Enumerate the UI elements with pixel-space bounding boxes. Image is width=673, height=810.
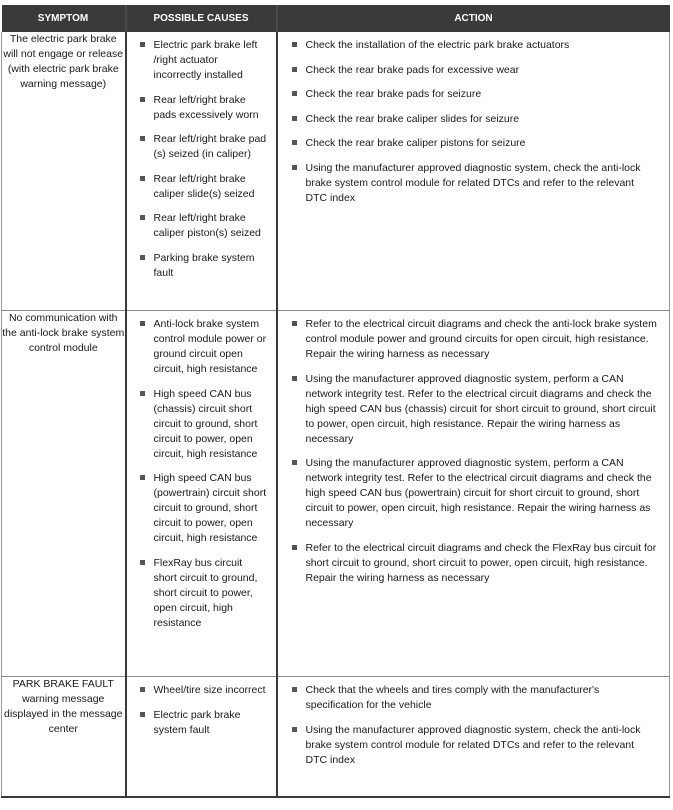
list-item xyxy=(135,708,268,738)
causes-list xyxy=(127,311,276,631)
list-item xyxy=(135,132,268,162)
action-text: Check the rear brake pads for excessive wear xyxy=(305,63,520,76)
list-item xyxy=(289,161,658,206)
table-row xyxy=(2,311,670,677)
list-item xyxy=(289,63,658,78)
bullet-square-icon xyxy=(292,460,297,465)
bullet-square-icon xyxy=(140,321,145,326)
list-item xyxy=(135,683,268,698)
action-cell xyxy=(277,311,670,677)
symptom-cell: The electric park brake will not engage or release (with electric park brake warning message) xyxy=(2,32,126,311)
cause-text: Electric park brake system fault xyxy=(153,708,241,736)
table-row xyxy=(2,32,670,311)
action-text: Check the rear brake caliper slides for seizure xyxy=(305,112,520,125)
cause-text: High speed CAN bus (powertrain) circuit short circuit to ground, short circuit to power, open circuit, high resistance xyxy=(153,472,267,544)
list-item xyxy=(135,251,268,281)
list-item xyxy=(135,556,268,631)
bullet-square-icon xyxy=(140,475,145,480)
action-text: Check the rear brake pads for seizure xyxy=(305,88,482,100)
cause-text: Anti-lock brake system control module power or ground circuit open circuit, high resistance xyxy=(153,318,267,375)
causes-cell xyxy=(126,311,277,677)
list-item xyxy=(289,317,658,362)
list-item xyxy=(135,387,268,462)
cause-text: Electric park brake left /right actuator incorrectly installed xyxy=(153,39,258,81)
cause-text: Parking brake system fault xyxy=(153,251,255,279)
bullet-square-icon xyxy=(140,687,145,692)
list-item xyxy=(289,541,658,586)
bullet-square-icon xyxy=(292,91,297,96)
action-text: Using the manufacturer approved diagnostic system, perform a CAN network integrity test. Refer to the electrical circuit diagrams and check the high speed CAN bus (powertrain) circuit for short circuit to ground, short circuit to power, open circuit, high resistance. Repair the wiring harness as necessary xyxy=(305,457,652,529)
bullet-square-icon xyxy=(140,136,145,141)
action-text: Refer to the electrical circuit diagrams and check the FlexRay bus circuit for short circuit to ground, short circuit to power, open circuit, high resistance. Repair the wiring harness as necessary xyxy=(305,541,657,584)
symptom-cell: No communication with the anti-lock brake system control module xyxy=(2,311,126,677)
causes-list xyxy=(127,32,276,281)
bullet-square-icon xyxy=(292,116,297,121)
action-text: Check that the wheels and tires comply with the manufacturer's specification for the vehicle xyxy=(305,684,600,711)
action-text: Refer to the electrical circuit diagrams and check the anti-lock brake system control module power and ground circuits for open circuit, high resistance. Repair the wiring harness as necessary xyxy=(305,318,657,360)
actions-list xyxy=(278,677,670,768)
cause-text: Wheel/tire size incorrect xyxy=(153,684,266,696)
list-item xyxy=(289,456,658,531)
bullet-square-icon xyxy=(140,176,145,181)
actions-list xyxy=(278,32,670,206)
cause-text: High speed CAN bus (chassis) circuit short circuit to ground, short circuit to power, open circuit, high resistance xyxy=(153,387,258,460)
bullet-square-icon xyxy=(292,165,297,170)
list-item xyxy=(289,87,658,102)
list-item xyxy=(289,372,658,447)
bullet-square-icon xyxy=(292,687,297,692)
cause-text: Rear left/right brake pad (s) seized (in caliper) xyxy=(153,133,267,160)
cause-text: FlexRay bus circuit short circuit to ground, short circuit to power, open circuit, high resistance xyxy=(153,556,258,629)
cause-text: Rear left/right brake caliper piston(s) seized xyxy=(153,212,261,239)
bullet-square-icon xyxy=(140,97,145,102)
list-item xyxy=(135,211,268,241)
header-symptom: SYMPTOM xyxy=(2,5,126,32)
causes-list xyxy=(127,677,276,738)
causes-cell xyxy=(126,32,277,311)
actions-list xyxy=(278,311,670,586)
action-text: Using the manufacturer approved diagnostic system, check the anti-lock brake system control module for related DTCs and refer to the relevant DTC index xyxy=(305,723,641,766)
action-cell xyxy=(277,677,670,798)
bullet-square-icon xyxy=(292,727,297,732)
list-item xyxy=(289,683,658,713)
cause-text: Rear left/right brake caliper slide(s) seized xyxy=(153,172,255,200)
cause-text: Rear left/right brake pads excessively worn xyxy=(153,93,259,121)
table-row xyxy=(2,677,670,798)
action-cell xyxy=(277,32,670,311)
header-possible-causes: POSSIBLE CAUSES xyxy=(126,5,277,32)
list-item xyxy=(135,93,268,123)
bullet-square-icon xyxy=(140,391,145,396)
header-action: ACTION xyxy=(277,5,670,32)
symptom-cell: PARK BRAKE FAULT warning message displayed in the message center xyxy=(2,677,126,798)
bullet-square-icon xyxy=(140,255,145,260)
bullet-square-icon xyxy=(292,67,297,72)
action-text: Check the rear brake caliper pistons for seizure xyxy=(305,137,526,149)
list-item xyxy=(289,38,658,53)
bullet-square-icon xyxy=(292,321,297,326)
list-item xyxy=(135,172,268,202)
list-item xyxy=(135,471,268,546)
bullet-square-icon xyxy=(292,140,297,145)
list-item xyxy=(289,723,658,768)
bullet-square-icon xyxy=(140,42,145,47)
bullet-square-icon xyxy=(292,42,297,47)
bullet-square-icon xyxy=(140,215,145,220)
causes-cell xyxy=(126,677,277,798)
list-item xyxy=(289,112,658,127)
header-row xyxy=(2,5,670,32)
diagnostic-table xyxy=(1,5,670,798)
bullet-square-icon xyxy=(140,560,145,565)
list-item xyxy=(289,136,658,151)
action-text: Check the installation of the electric park brake actuators xyxy=(305,39,570,51)
bullet-square-icon xyxy=(292,545,297,550)
action-text: Using the manufacturer approved diagnostic system, perform a CAN network integrity test. Refer to the electrical circuit diagrams and check the high speed CAN bus (chassis) circuit for short circuit to ground, short circuit to power, open circuit, high resistance. Repair the wiring harness as necessary xyxy=(305,372,656,445)
list-item xyxy=(135,317,268,377)
action-text: Using the manufacturer approved diagnostic system, check the anti-lock brake system control module for related DTCs and refer to the relevant DTC index xyxy=(305,161,641,204)
list-item xyxy=(135,38,268,83)
bullet-square-icon xyxy=(140,712,145,717)
bullet-square-icon xyxy=(292,376,297,381)
